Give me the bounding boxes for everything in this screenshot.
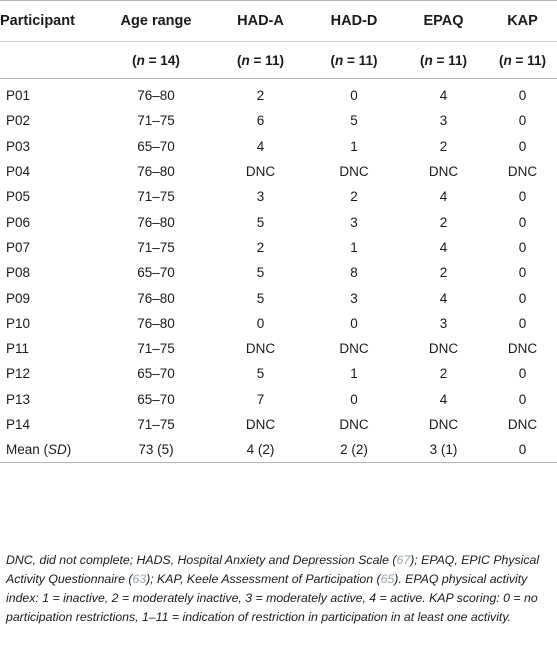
cell-had-a: DNC: [245, 164, 276, 180]
cell-age-range: 76–80: [137, 164, 175, 180]
table-footnote: [6, 551, 551, 627]
cell-participant: P04: [6, 164, 31, 180]
footnote-text-1: DNC, did not complete; HADS, Hospital Anxiety and Depression Scale (: [6, 553, 397, 567]
cell-epaq: 2: [439, 366, 448, 382]
cell-had-d: 3: [350, 214, 358, 230]
cell-had-d: DNC: [339, 417, 369, 432]
cell-epaq: 3: [439, 315, 448, 331]
cell-had-d: 0: [350, 391, 358, 407]
cell-participant: P12: [6, 366, 31, 382]
n-symbol: n: [241, 52, 250, 68]
n-value: = 11): [511, 52, 546, 68]
cell-participant: P14: [6, 417, 31, 432]
mean-row: [0, 437, 557, 463]
cell-had-a: 7: [256, 391, 265, 407]
cell-age-range: 65–70: [137, 391, 175, 407]
table-row: [0, 361, 557, 386]
cell-age-range: 71–75: [137, 189, 175, 205]
table-row: [0, 412, 557, 437]
sample-size-age-range: (n = 14): [100, 42, 212, 79]
cell-had-d: 1: [350, 366, 358, 382]
cell-participant: P10: [6, 315, 31, 331]
cell-epaq: 4: [439, 239, 448, 255]
cell-kap: 0: [518, 239, 527, 255]
cell-participant: P02: [6, 113, 31, 129]
cell-had-a: 5: [256, 214, 265, 230]
cell-age-range: 76–80: [137, 88, 175, 104]
cell-had-d: DNC: [339, 341, 369, 357]
table-row: [0, 159, 557, 184]
reference-link-63[interactable]: 63: [132, 572, 147, 586]
column-header-age-range: Age range: [100, 1, 212, 42]
cell-participant: P13: [6, 391, 31, 407]
mean-label: [0, 437, 100, 463]
cell-kap: DNC: [507, 164, 538, 180]
cell-had-d: 0: [350, 315, 358, 331]
table-row: [0, 285, 557, 310]
column-header-epaq: EPAQ: [399, 1, 488, 42]
table-row: [0, 108, 557, 133]
cell-epaq: 3: [439, 113, 448, 129]
cell-epaq: 4: [439, 290, 448, 306]
mean-had-d: 2 (2): [309, 437, 399, 463]
cell-age-range: 76–80: [137, 290, 175, 306]
table-header-row: [0, 1, 557, 42]
cell-had-a: 4: [256, 138, 265, 154]
cell-had-d: 0: [350, 88, 358, 104]
cell-had-d: 3: [350, 290, 358, 306]
cell-had-d: DNC: [339, 164, 369, 180]
cell-had-a: DNC: [245, 341, 276, 357]
footnote-text-4: ). EPAQ physical activity index: 1 = inactive, 2 = moderately inactive, 3 = moderately active, 4 = active. KAP scoring: 0 = no participation restrictions, 1–11 = indication of restriction in participation in at least one activity.: [6, 572, 538, 624]
table-row: [0, 336, 557, 361]
mean-label-sd: SD: [48, 442, 67, 458]
cell-kap: DNC: [507, 417, 538, 432]
cell-kap: 0: [518, 88, 527, 104]
cell-had-d: 8: [350, 265, 358, 281]
n-value: = 14): [144, 52, 180, 68]
cell-had-a: 5: [256, 290, 265, 306]
sample-size-had-a: (n = 11): [212, 42, 309, 79]
cell-kap: 0: [518, 214, 527, 230]
column-header-kap: KAP: [488, 1, 557, 42]
n-symbol: n: [424, 52, 433, 68]
cell-epaq: 2: [439, 214, 448, 230]
cell-had-a: 2: [256, 88, 265, 104]
sample-size-epaq: (n = 11): [399, 42, 488, 79]
column-header-had-a: HAD-A: [212, 1, 309, 42]
cell-participant: P03: [6, 138, 31, 154]
cell-age-range: 65–70: [137, 265, 175, 281]
sample-size-had-d: (n = 11): [309, 42, 399, 79]
cell-age-range: 71–75: [137, 113, 175, 129]
n-symbol: n: [335, 52, 344, 68]
reference-link-67[interactable]: 67: [396, 553, 411, 567]
cell-had-a: DNC: [245, 417, 276, 432]
column-header-participant: Participant: [0, 1, 100, 42]
footnote-text-2: ); EPAQ, EPIC Physical Activity Questionnaire (: [6, 553, 540, 586]
sample-size-kap: (n = 11): [488, 42, 557, 79]
table-row: [0, 79, 557, 109]
sample-size-empty-cell: [0, 42, 100, 79]
sample-size-row: [0, 42, 557, 79]
cell-age-range: 65–70: [137, 138, 175, 154]
cell-age-range: 71–75: [137, 341, 175, 357]
cell-age-range: 65–70: [137, 366, 175, 382]
mean-label-prefix: Mean (: [6, 442, 49, 458]
cell-had-a: 3: [256, 189, 265, 205]
cell-epaq: DNC: [428, 417, 459, 432]
cell-age-range: 71–75: [137, 417, 175, 432]
cell-epaq: 2: [439, 138, 448, 154]
n-value: = 11): [249, 52, 284, 68]
cell-epaq: 4: [439, 189, 448, 205]
cell-kap: 0: [518, 265, 527, 281]
cell-epaq: 2: [439, 265, 448, 281]
cell-had-a: 0: [256, 315, 265, 331]
mean-had-a: 4 (2): [212, 437, 309, 463]
cell-kap: 0: [518, 189, 527, 205]
cell-epaq: DNC: [428, 164, 459, 180]
cell-had-a: 6: [256, 113, 265, 129]
cell-participant: P06: [6, 214, 31, 230]
cell-age-range: 71–75: [137, 239, 175, 255]
cell-participant: P05: [6, 189, 31, 205]
cell-epaq: DNC: [428, 341, 459, 357]
mean-age-range: 73 (5): [100, 437, 212, 463]
reference-link-65[interactable]: 65: [380, 572, 395, 586]
cell-participant: P01: [6, 88, 31, 104]
cell-had-d: 2: [350, 189, 358, 205]
cell-had-a: 5: [256, 265, 265, 281]
cell-had-a: 5: [256, 366, 265, 382]
cell-had-d: 1: [350, 138, 358, 154]
cell-participant: P09: [6, 290, 31, 306]
cell-had-d: 1: [350, 239, 358, 255]
cell-participant: P08: [6, 265, 31, 281]
table-row: [0, 387, 557, 412]
cell-had-a: 2: [256, 239, 265, 255]
cell-kap: 0: [518, 366, 527, 382]
cell-kap: 0: [518, 315, 527, 331]
table-row: [0, 235, 557, 260]
cell-participant: P07: [6, 239, 31, 255]
footnote-text-3: ); KAP, Keele Assessment of Participation (: [146, 572, 381, 586]
cell-epaq: 4: [439, 88, 448, 104]
mean-label-suffix: ): [66, 442, 72, 458]
cell-kap: 0: [518, 290, 527, 306]
table-body: [0, 79, 557, 463]
n-symbol: n: [503, 52, 512, 68]
cell-kap: 0: [518, 138, 527, 154]
mean-kap: 0: [488, 437, 557, 463]
table-row: [0, 209, 557, 234]
cell-kap: 0: [518, 113, 527, 129]
cell-age-range: 76–80: [137, 214, 175, 230]
cell-participant: P11: [6, 341, 30, 357]
table-row: [0, 184, 557, 209]
cell-kap: 0: [518, 391, 527, 407]
cell-epaq: 4: [439, 391, 448, 407]
table-row: [0, 311, 557, 336]
cell-kap: DNC: [507, 341, 538, 357]
n-symbol: n: [136, 52, 145, 68]
cell-age-range: 76–80: [137, 315, 175, 331]
column-header-had-d: HAD-D: [309, 1, 399, 42]
cell-had-d: 5: [350, 113, 358, 129]
mean-epaq: 3 (1): [399, 437, 488, 463]
table-row: [0, 260, 557, 285]
n-value: = 11): [432, 52, 467, 68]
table-row: [0, 134, 557, 159]
n-value: = 11): [343, 52, 378, 68]
